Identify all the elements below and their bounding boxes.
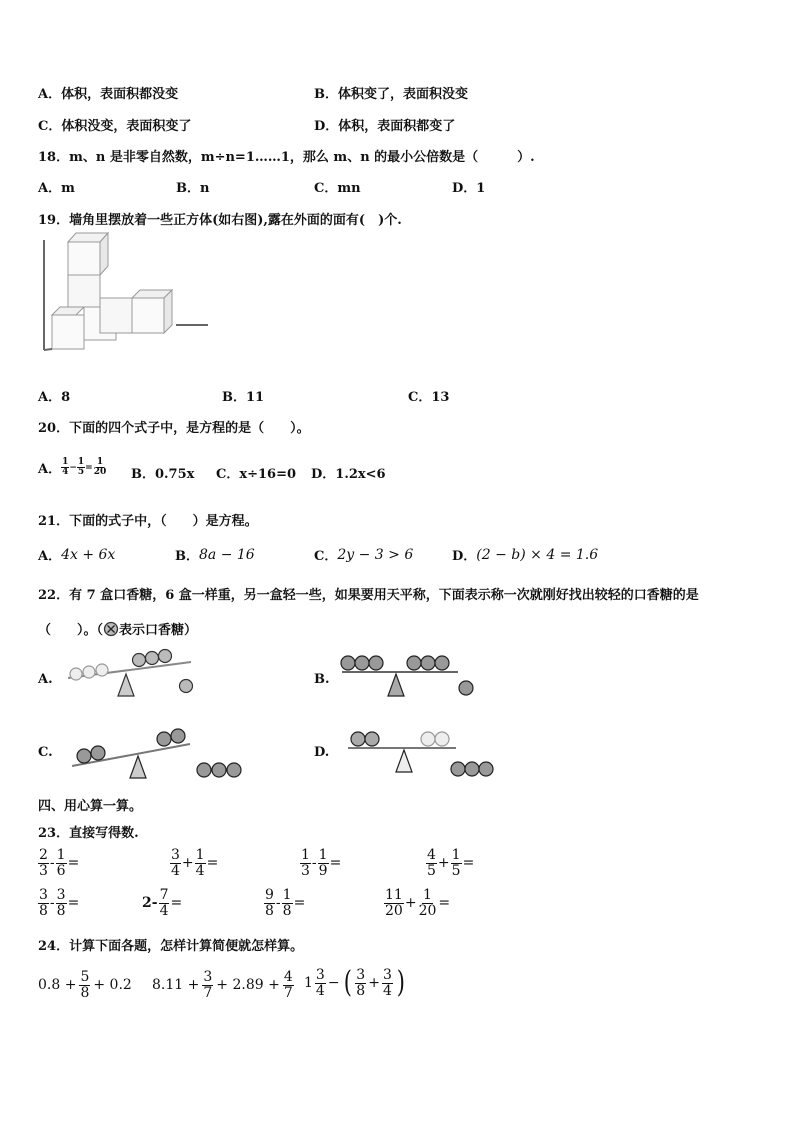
gum-icon	[103, 621, 119, 637]
q17-option-c: C．体积没变，表面积变了	[38, 119, 192, 134]
q21-option-b	[175, 545, 255, 564]
q23-item-4: $\frac{4}{5}$ + $\frac{1}{5}$ =	[427, 847, 475, 879]
q20-option-d: D．1.2x<6	[311, 467, 386, 482]
q23-item-5: $\frac{3}{8}$ - $\frac{3}{8}$ =	[39, 887, 80, 919]
q23-stem: 23．直接写得数.	[38, 826, 139, 841]
q23-item-2: $\frac{3}{4}$ + $\frac{1}{4}$ =	[171, 847, 219, 879]
q24-expr-1: 0.8 + $\frac{5}{8}$ + 0.2	[38, 969, 132, 1001]
fraction: $\frac{1}{20}$	[93, 457, 107, 478]
q20-option-a-label: A．	[38, 462, 62, 478]
q20-option-c: C．x÷16=0	[216, 467, 297, 482]
q22-option-c: C.	[38, 745, 53, 760]
scale-a-figure	[66, 648, 206, 700]
q20-option-a: A． $\frac{1}{4}$ − $\frac{1}{5}$ = $\frac{1}{20}$	[38, 457, 107, 478]
q18-option-c: C．mn	[314, 181, 361, 196]
q21-option-c-expr: 2y − 3 > 6	[337, 546, 414, 563]
q23-item-6: 2- $\frac{7}{4}$ =	[142, 887, 183, 919]
q19-option-a: A．8	[38, 390, 71, 405]
q21-option-a-expr: 4x + 6x	[61, 546, 116, 563]
q22-option-b: B.	[314, 672, 330, 687]
scale-c-figure	[68, 722, 250, 782]
q21-option-b-label: B．	[175, 549, 199, 564]
q18-option-a: A．m	[38, 181, 75, 196]
fraction: $\frac{1}{4}$	[62, 457, 69, 478]
q24-expr-3: 1 $\frac{3}{4}$ − ( $\frac{3}{8}$ + $\frac{3}{4}$ )	[304, 965, 405, 1001]
q17-option-a: A．体积，表面积都没变	[38, 87, 179, 102]
q22-stem: 22．有 7 盒口香糖，6 盒一样重，另一盒轻一些，如果要用天平称，下面表示称一次就刚好找出较轻的口香糖的是	[38, 588, 699, 603]
q18-option-d: D．1	[452, 181, 486, 196]
q24-expr-2: 8.11 + $\frac{3}{7}$ + 2.89 + $\frac{4}{7}$	[152, 969, 293, 1001]
q21-option-c	[314, 545, 413, 564]
fraction: $\frac{1}{5}$	[77, 457, 85, 478]
q22-stem-line2-b: 表示口香糖）	[119, 623, 198, 638]
q21-stem: 21．下面的式子中，（ ）是方程。	[38, 514, 258, 529]
cube-stack-figure	[36, 230, 211, 370]
q20-stem: 20．下面的四个式子中，是方程的是（ ）。	[38, 421, 310, 436]
q18-stem: 18．m、n 是非零自然数，m÷n=1……1，那么 m、n 的最小公倍数是（ ）.	[38, 150, 535, 165]
scale-d-figure	[346, 726, 506, 782]
q24-stem: 24．计算下面各题，怎样计算简便就怎样算。	[38, 939, 304, 954]
q22-stem-line2	[38, 619, 197, 638]
q22-option-a: A.	[38, 672, 53, 687]
q23-item-3: $\frac{1}{3}$ - $\frac{1}{9}$ =	[301, 847, 342, 879]
q23-item-1: $\frac{2}{3}$ - $\frac{1}{6}$ =	[39, 847, 80, 879]
q22-stem-line2-a: （ ）。（	[38, 623, 104, 638]
q21-option-a	[38, 545, 115, 564]
section4-title: 四、用心算一算。	[38, 799, 143, 814]
q23-item-8: $\frac{11}{20}$ + $\frac{1}{20}$ =	[385, 887, 451, 919]
q19-option-b: B．11	[222, 390, 265, 405]
q17-option-b: B．体积变了，表面积没变	[314, 87, 468, 102]
q21-option-d-label: D．	[452, 549, 477, 564]
q19-stem: 19．墙角里摆放着一些正方体(如右图),露在外面的面有( )个.	[38, 213, 402, 228]
q22-option-d: D.	[314, 745, 330, 760]
q19-option-c: C．13	[408, 390, 450, 405]
q21-option-b-expr: 8a − 16	[199, 546, 255, 563]
scale-b-figure	[340, 654, 480, 700]
q21-option-c-label: C．	[314, 549, 338, 564]
q21-option-d-expr: (2 − b) × 4 = 1.6	[476, 546, 599, 563]
q21-option-d	[452, 545, 598, 564]
q18-option-b: B．n	[176, 181, 210, 196]
q23-item-7: $\frac{9}{8}$ - $\frac{1}{8}$ =	[265, 887, 306, 919]
q21-option-a-label: A．	[38, 549, 62, 564]
q20-option-b: B．0.75x	[131, 467, 195, 482]
q17-option-d: D．体积，表面积都变了	[314, 119, 456, 134]
